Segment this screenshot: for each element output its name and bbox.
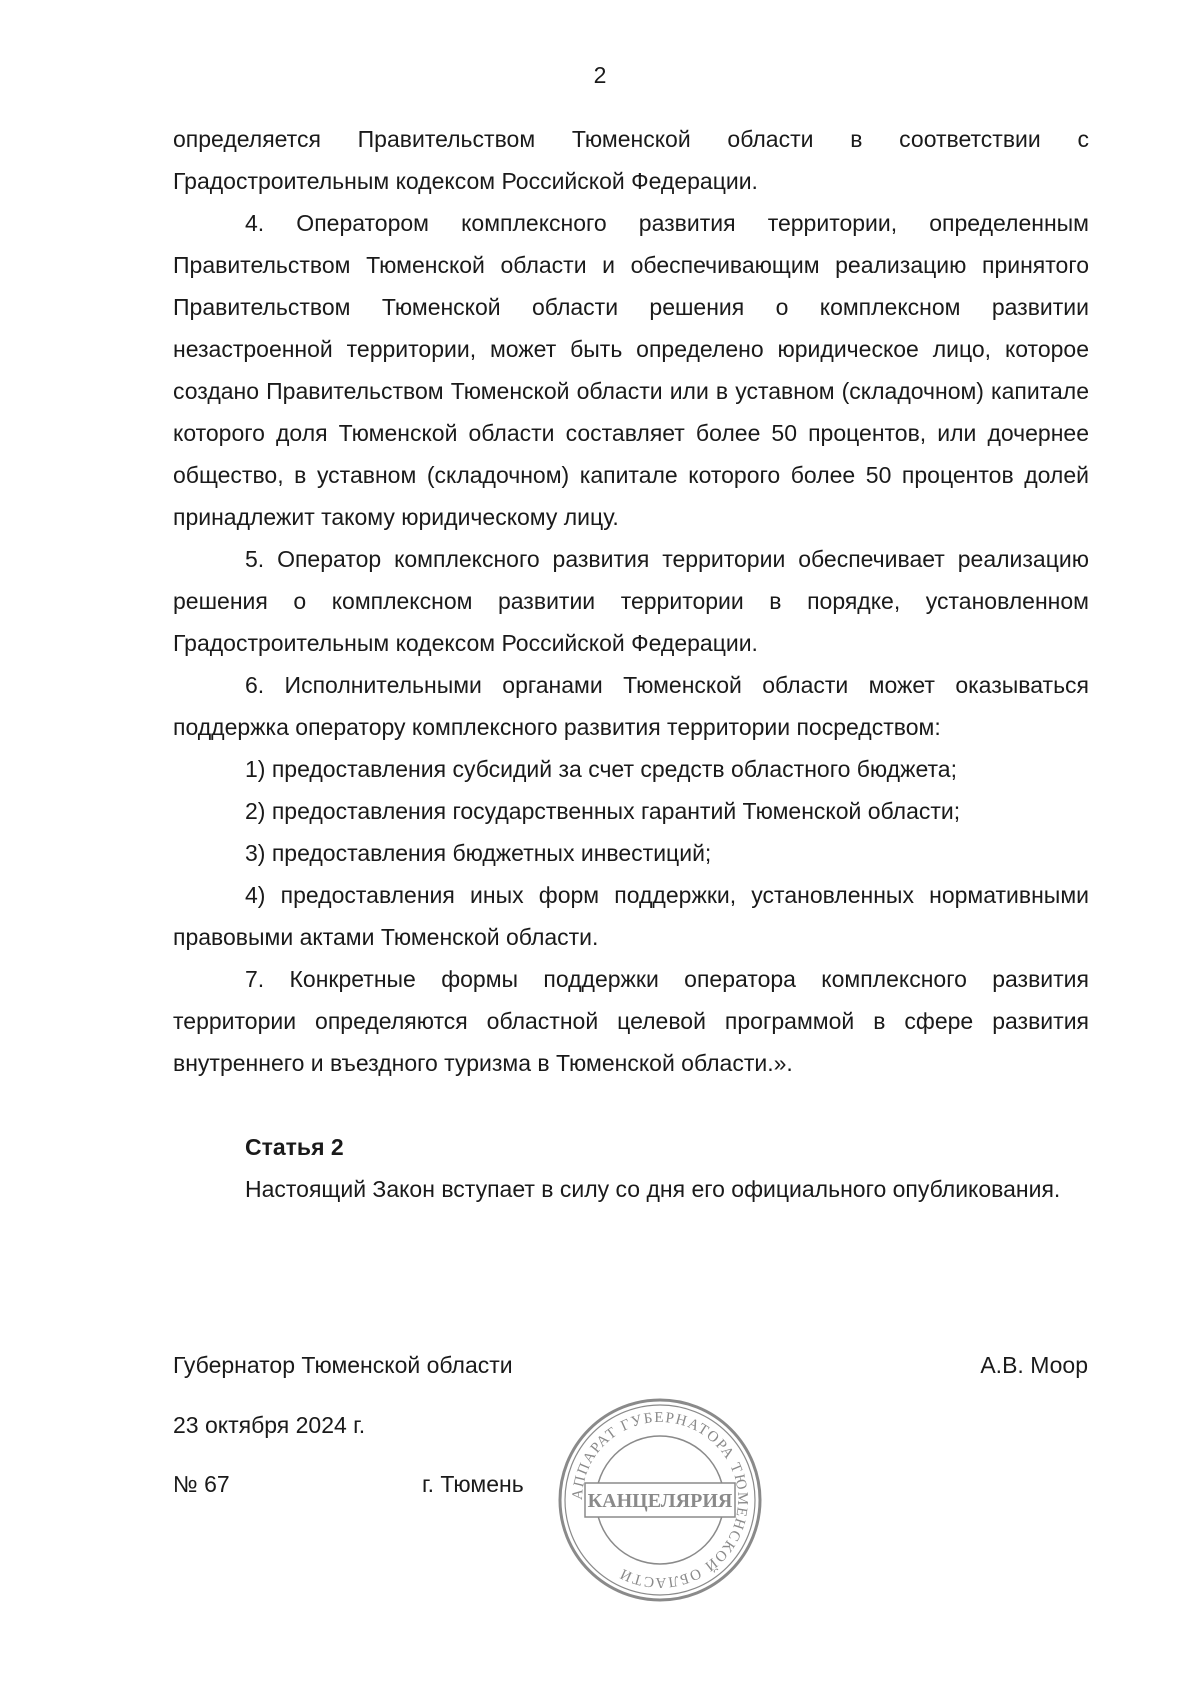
law-number: № 67 [173,1471,230,1497]
stamp-outer-text: АППАРАТ ГУБЕРНАТОРА ТЮМЕНСКОЙ ОБЛАСТИ [569,1409,751,1591]
signature-name: А.В. Моор [980,1352,1088,1378]
paragraph-4: 4. Оператором комплексного развития территории, определенным Правительством Тюменской области и обеспечивающим реализацию принятого Правительством Тюменской области решения о комплексном развитии незастроенной территории, может быть определено юридическое лицо, которое создано Правительством Тюменской области или в уставном (складочном) капитале которого доля Тюменской области составляет более 50 процентов, или дочернее общество, в уставном (складочном) капитале которого более 50 процентов долей принадлежит такому юридическому лицу. [173,210,1089,530]
list-item-1: 1) предоставления субсидий за счет средств областного бюджета; [245,756,957,782]
law-city: г. Тюмень [422,1471,524,1497]
document-body [173,118,1089,1210]
list-item-4: 4) предоставления иных форм поддержки, установленных нормативными правовыми актами Тюменской области. [173,882,1089,950]
paragraph-7: 7. Конкретные формы поддержки оператора комплексного развития территории определяются областной целевой программой в сфере развития внутреннего и въездного туризма в Тюменской области.». [173,966,1089,1076]
law-date: 23 октября 2024 г. [173,1412,366,1438]
stamp-center-text: КАНЦЕЛЯРИЯ [587,1490,733,1512]
paragraph-continuation: определяется Правительством Тюменской области в соответствии с Градостроительным кодексом Российской Федерации. [173,126,1089,194]
list-item-3: 3) предоставления бюджетных инвестиций; [245,840,712,866]
article-2-heading: Статья 2 [245,1134,344,1160]
article-2-text: Настоящий Закон вступает в силу со дня его официального опубликования. [245,1176,1061,1202]
paragraph-6: 6. Исполнительными органами Тюменской области может оказываться поддержка оператору комплексного развития территории посредством: [173,672,1089,740]
paragraph-5: 5. Оператор комплексного развития территории обеспечивает реализацию решения о комплексном развитии территории в порядке, установленном Градостроительным кодексом Российской Федерации. [173,546,1089,656]
list-item-2: 2) предоставления государственных гарантий Тюменской области; [245,798,961,824]
seal-stamp [555,1395,765,1605]
signature-position: Губернатор Тюменской области [173,1352,513,1378]
page-number: 2 [593,62,607,88]
